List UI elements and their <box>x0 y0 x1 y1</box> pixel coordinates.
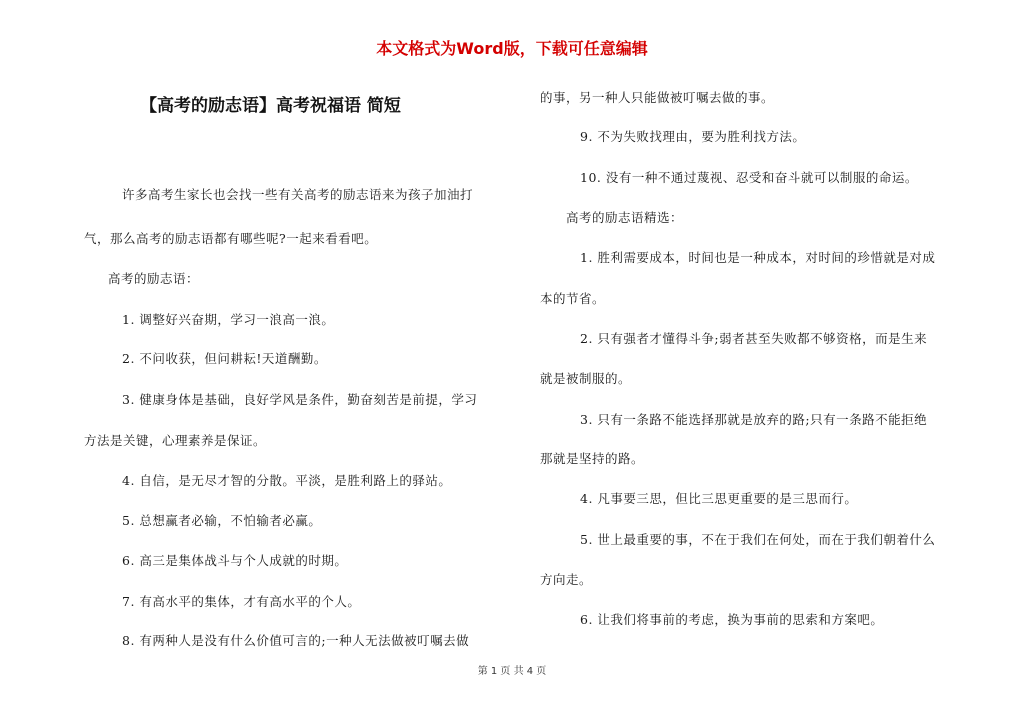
paragraph-line: 气，那么高考的励志语都有哪些呢?一起来看看吧。 <box>84 231 378 246</box>
paragraph-line: 许多高考生家长也会找一些有关高考的励志语来为孩子加油打 <box>122 187 474 202</box>
list-item: 方向走。 <box>540 572 593 587</box>
page-number: 第 1 页 共 4 页 <box>477 666 547 677</box>
list-item: 5. 总想赢者必输，不怕输者必赢。 <box>122 513 322 528</box>
list-item: 就是被制服的。 <box>540 371 632 386</box>
list-item: 9. 不为失败找理由，要为胜利找方法。 <box>580 129 806 144</box>
list-item: 5. 世上最重要的事，不在于我们在何处，而在于我们朝着什么 <box>580 532 936 547</box>
list-item: 6. 高三是集体战斗与个人成就的时期。 <box>122 553 348 568</box>
list-item: 1. 胜利需要成本，时间也是一种成本，对时间的珍惜就是对成 <box>580 250 936 265</box>
document-title: 【高考的励志语】高考祝福语 简短 <box>140 96 401 116</box>
edit-banner: 本文格式为Word版，下载可任意编辑 <box>376 39 648 58</box>
list-item: 2. 只有强者才懂得斗争;弱者甚至失败都不够资格，而是生来 <box>580 331 928 346</box>
list-item: 1. 调整好兴奋期，学习一浪高一浪。 <box>122 312 335 327</box>
list-item: 10. 没有一种不通过蔑视、忍受和奋斗就可以制服的命运。 <box>580 170 918 185</box>
list-item: 4. 凡事要三思，但比三思更重要的是三思而行。 <box>580 491 858 506</box>
list-item: 6. 让我们将事前的考虑，换为事前的思索和方案吧。 <box>580 612 884 627</box>
list-item: 2. 不问收获，但问耕耘!天道酬勤。 <box>122 351 327 366</box>
list-item: 本的节省。 <box>540 291 606 306</box>
list-item: 那就是坚持的路。 <box>540 451 645 466</box>
section-heading: 高考的励志语： <box>108 271 200 286</box>
list-item: 的事，另一种人只能做被叮嘱去做的事。 <box>540 90 775 105</box>
list-item: 3. 健康身体是基础，良好学风是条件，勤奋刻苦是前提，学习 <box>122 392 478 407</box>
section-heading: 高考的励志语精选： <box>566 210 684 225</box>
list-item: 4. 自信，是无尽才智的分散。平淡，是胜利路上的驿站。 <box>122 473 452 488</box>
list-item: 8. 有两种人是没有什么价值可言的;一种人无法做被叮嘱去做 <box>122 633 470 648</box>
list-item: 方法是关键，心理素养是保证。 <box>84 433 267 448</box>
list-item: 3. 只有一条路不能选择那就是放弃的路;只有一条路不能拒绝 <box>580 412 928 427</box>
list-item: 7. 有高水平的集体，才有高水平的个人。 <box>122 594 361 609</box>
